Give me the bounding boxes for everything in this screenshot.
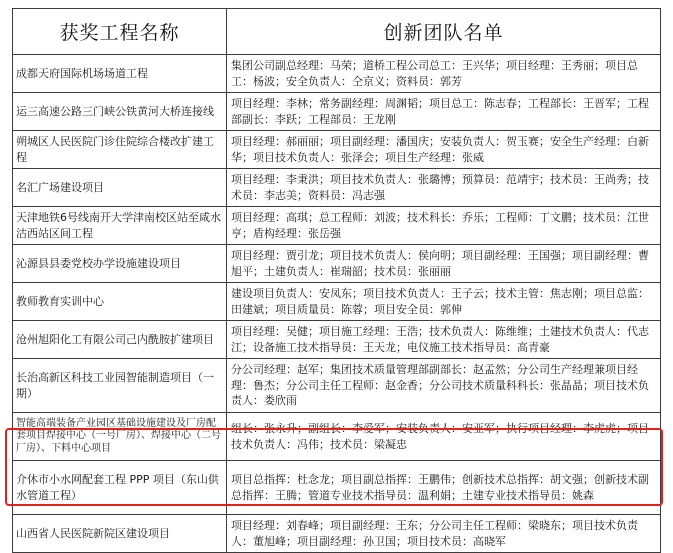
project-name-cell: 教师教育实训中心 <box>13 283 227 321</box>
team-list-cell: 分公司经理：赵军；集团技术质量管理部副部长：赵孟然；分公司生产经理兼项目经理：鲁杰；分公司主任工程师：赵金香；分公司技术质量科科长：张晶晶；项目技术负责人：娄欣雨 <box>227 359 661 413</box>
team-list-cell: 项目经理：吴健；项目施工经理：王浩；技术负责人：陈维维；土建技术负责人：代志江；设备施工技术指导员：王天龙；电仪施工技术指导员：高青豪 <box>227 321 661 359</box>
project-name-cell: 名汇广场建设项目 <box>13 169 227 207</box>
table-row <box>13 413 661 461</box>
project-name-cell: 天津地铁6号线南开大学津南校区站至咸水沽西站区间工程 <box>13 207 227 245</box>
project-name-cell: 沧州旭阳化工有限公司己内酰胺扩建项目 <box>13 321 227 359</box>
project-name-cell: 运三高速公路三门峡公铁黄河大桥连接线 <box>13 93 227 131</box>
table-row <box>13 131 661 169</box>
project-name-cell: 长治高新区科技工业园智能制造项目（一期） <box>13 359 227 413</box>
team-list-cell: 项目经理：贾引龙；项目技术负责人：侯向明；项目副经理：王国强；项目副经理：曹旭平；土建负责人：崔瑞韶；技术员：张丽丽 <box>227 245 661 283</box>
table-row <box>13 359 661 413</box>
team-list-cell: 集团公司副总经理：马荣；道桥工程公司总工：王兴华；项目经理：王秀丽；项目总工：杨波；安全负责人：仝京义；资料员：郭芳 <box>227 55 661 93</box>
table-row <box>13 515 661 553</box>
project-name-cell: 沁源县县委党校办学设施建设项目 <box>13 245 227 283</box>
award-team-table <box>12 8 661 553</box>
project-name-cell: 介休市小水网配套工程 PPP 项目（东山供水管道工程） <box>13 461 227 515</box>
table-row <box>13 245 661 283</box>
team-list-cell: 项目经理：郝丽丽；项目副经理：潘国庆；安装负责人：贺玉赛；安全生产经理：白新华；项目技术负责人：张泽会；项目生产经理：张威 <box>227 131 661 169</box>
table-header-row <box>13 9 661 55</box>
table-row <box>13 207 661 245</box>
header-project-name: 获奖工程名称 <box>13 9 227 55</box>
team-list-cell: 项目经理：李林；常务副经理：周渊韬；项目总工：陈志春；工程部长：王晋军；工程部副长：李跃；工程部员：王龙刚 <box>227 93 661 131</box>
table-row <box>13 283 661 321</box>
team-list-cell: 项目经理：高琪；总工程师：刘波；技术科长：乔乐；工程师：丁文鹏；技术员：江世亨；盾构经理：张岳强 <box>227 207 661 245</box>
table-row <box>13 461 661 515</box>
table-row <box>13 55 661 93</box>
project-name-cell: 智能高端装备产业园区基础设施建设及厂房配套项目焊接中心（一号厂房）、焊接中心（二号厂房）、下料中心项目 <box>13 413 227 461</box>
project-name-cell: 朔城区人民医院门诊住院综合楼改扩建工程 <box>13 131 227 169</box>
header-team-list: 创新团队名单 <box>227 9 661 55</box>
table-row <box>13 169 661 207</box>
team-list-cell: 项目经理：李秉洪；项目技术负责人：张璐博；预算员：范靖宇；技术员：王尚秀；技术员：李志美；资料员：冯志强 <box>227 169 661 207</box>
team-list-cell: 建设项目负责人：安凤东；项目技术负责人：王子云；技术主管：焦志刚；项目总监：田建斌；项目质量员：陈蓉；项目安全员：郭伸 <box>227 283 661 321</box>
project-name-cell: 山西省人民医院新院区建设项目 <box>13 515 227 553</box>
project-name-cell: 成都天府国际机场场道工程 <box>13 55 227 93</box>
table-row <box>13 321 661 359</box>
team-list-cell: 组长：张永升；副组长：李爱军；安装负责人：安亚军；执行项目经理：李虎虎；项目技术负责人：冯伟；技术员：梁凝忠 <box>227 413 661 461</box>
team-list-cell: 项目总指挥：杜念龙；项目副总指挥：王鹏伟；创新技术总指挥：胡文强；创新技术副总指挥：王腾；管道专业技术指导员：温利娟；土建专业技术指导员：姚森 <box>227 461 661 515</box>
team-list-cell: 项目经理：刘春峰；项目副经理：王东；分公司主任工程师：梁晓东；项目技术负责人：董旭峰；项目副经理：孙卫国；项目技术员：高晓军 <box>227 515 661 553</box>
table-row <box>13 93 661 131</box>
